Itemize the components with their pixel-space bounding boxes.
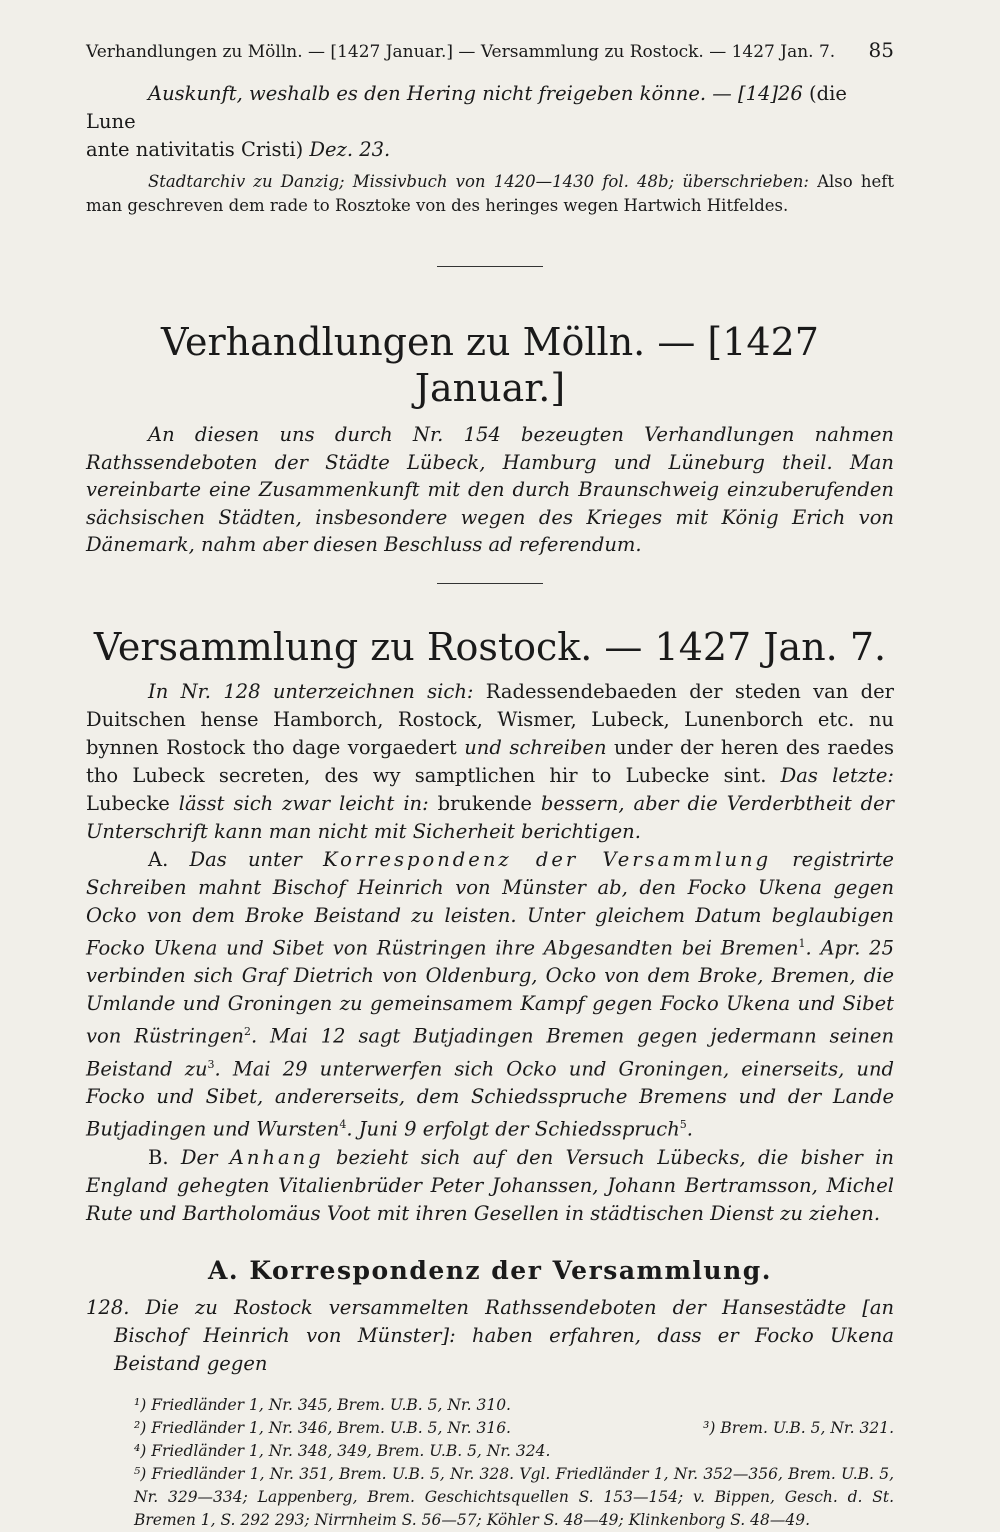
paragraph-b: [86, 1144, 894, 1228]
entry-128: 128. Die zu Rostock versammelten Rathssendeboten der Hansestädte [an Bischof Heinrich von Münster]: haben erfahren, dass er Focko Ukena Beistand gegen: [86, 1295, 894, 1375]
text-span: . Juni 9 erfolgt der Schiedsspruch: [346, 1117, 680, 1141]
text-span: .: [686, 1117, 693, 1141]
text-span: . Mai 12 sagt Butjadingen Bremen gegen jedermann seinen Beistand zu: [86, 1024, 895, 1080]
text-span: . Mai 29 unterwerfen sich Ocko und Groningen, einerseits, und Focko und Sibet, andererseits, dem Schiedsspruche Bremens und der Lande Butjadingen und Wursten: [86, 1057, 895, 1141]
divider-rule: [437, 583, 543, 584]
text-span: Radessendebaeden der steden van der Duitschen hense Hamborch, Rostock, Wismer, Lubeck, Lunenborch etc. nu bynnen Rostock tho dage vorgaedert: [86, 679, 894, 759]
intro-roman: (die Lune: [86, 82, 847, 133]
intro-line-2: [86, 136, 894, 164]
spaced-term: Korrespondenz der Versammlung: [323, 847, 772, 871]
footnote-ref: 3: [207, 1057, 215, 1071]
page-number: 85: [868, 38, 894, 62]
intro-roman-2: ante nativitatis Cristi): [86, 138, 310, 161]
text-span: registrirte Schreiben mahnt Bischof Heinrich von Münster ab, den Focko Ukena gegen Ocko von dem Broke Beistand zu leisten. Unter gleichem Datum beglaubigen Focko Ukena und Sibet von Rüstringen ihre Abgesandten bei Bremen: [86, 847, 894, 959]
page: [86, 38, 894, 1532]
intro-line-1: [86, 80, 894, 136]
paragraph-a: [86, 846, 894, 1144]
section-summary-moelln: An diesen uns durch Nr. 154 bezeugten Verhandlungen nahmen Rathssendeboten der Städte Lübeck, Hamburg und Lüneburg theil. Man vereinbarte eine Zusammenkunft mit den durch Braunschweig einzuberufenden sächsischen Städten, insbesondere wegen des Krieges mit König Erich von Dänemark, nahm aber diesen Beschluss ad referendum.: [86, 423, 894, 556]
paragraph-signatories: [86, 678, 894, 846]
text-span: Das unter: [168, 847, 324, 871]
footnote-ref: 2: [243, 1025, 251, 1038]
text-span: Das letzte:: [780, 763, 894, 787]
footnote-2: ²) Friedländer 1, Nr. 346, Brem. U.B. 5, Nr. 316.: [134, 1418, 511, 1437]
source-italic: Stadtarchiv zu Danzig; Missivbuch von 1420—1430 fol. 48b; überschrieben:: [148, 172, 809, 191]
text-span: In Nr. 128 unterzeichnen sich:: [148, 679, 474, 703]
intro-source: [86, 170, 894, 218]
text-span: Lubecke: [86, 791, 179, 815]
intro-block: [86, 80, 894, 218]
footnote-4: ⁴) Friedländer 1, Nr. 348, 349, Brem. U.B. 5, Nr. 324.: [134, 1441, 551, 1460]
footnotes: [86, 1394, 894, 1532]
section-heading-rostock: Versammlung zu Rostock. — 1427 Jan. 7.: [93, 624, 887, 669]
text-span: lässt sich zwar leicht in:: [178, 791, 429, 815]
footnote-1: ¹) Friedländer 1, Nr. 345, Brem. U.B. 5, Nr. 310.: [134, 1395, 511, 1414]
paragraph-label: B.: [148, 1145, 169, 1169]
footnote-5: ⁵) Friedländer 1, Nr. 351, Brem. U.B. 5, Nr. 328. Vgl. Friedländer 1, Nr. 352—356, Brem. U.B. 5, Nr. 329—334; Lappenberg, Brem. Geschichtsquellen S. 153—154; v. Bippen, Gesch. d. St. Bremen 1, S. 292 293; Nirrnheim S. 56—57; Köhler S. 48—49; Klinkenborg S. 48—49.: [134, 1464, 894, 1529]
spaced-term: Anhang: [229, 1145, 324, 1169]
footnote-ref: 1: [798, 936, 806, 950]
paragraph-label: A.: [148, 847, 169, 871]
text-span: Der: [168, 1145, 230, 1169]
source-roman: Also heft man geschreven dem rade to Rosztoke von des heringes wegen Hartwich Hitfeldes.: [86, 172, 894, 215]
running-head-title: Verhandlungen zu Mölln. — [1427 Januar.] — Versammlung zu Rostock. — 1427 Jan. 7.: [86, 42, 836, 62]
divider-rule: [437, 266, 543, 267]
text-span: und schreiben: [464, 735, 607, 759]
running-head: [86, 38, 894, 64]
footnote-3: ³) Brem. U.B. 5, Nr. 321.: [703, 1418, 894, 1437]
text-span: bezieht sich auf den Versuch Lübecks, die bisher in England gehegten Vitalienbrüder Peter Johanssen, Johann Bertramsson, Michel Rute und Bartholomäus Voot mit ihren Gesellen in städtischen Dienst zu ziehen.: [86, 1145, 894, 1225]
section-heading-moelln: Verhandlungen zu Mölln. — [1427 Januar.]: [161, 320, 819, 410]
text-span: under der heren des raedes tho Lubeck secreten, des wy samptlichen hir to Lubecke sint.: [86, 735, 895, 787]
text-span: . Apr. 25 verbinden sich Graf Dietrich von Oldenburg, Ocko von dem Broke, Bremen, die Umlande und Groningen zu gemeinsamem Kampf gegen Focko Ukena und Sibet von Rüstringen: [86, 936, 894, 1048]
intro-date: Dez. 23.: [309, 138, 391, 161]
intro-italic: Auskunft, weshalb es den Hering nicht freigeben könne. — [14]26: [148, 82, 803, 105]
text-span: brukende: [428, 791, 541, 815]
section-heading-korrespondenz: A. Korrespondenz der Versammlung.: [208, 1255, 772, 1285]
footnote-ref: 5: [679, 1118, 687, 1131]
footnote-ref: 4: [339, 1118, 347, 1131]
footnote-row-2-3: [86, 1417, 894, 1440]
text-span: bessern, aber die Verderbtheit der Unterschrift kann man nicht mit Sicherheit berichtigen.: [86, 791, 894, 843]
